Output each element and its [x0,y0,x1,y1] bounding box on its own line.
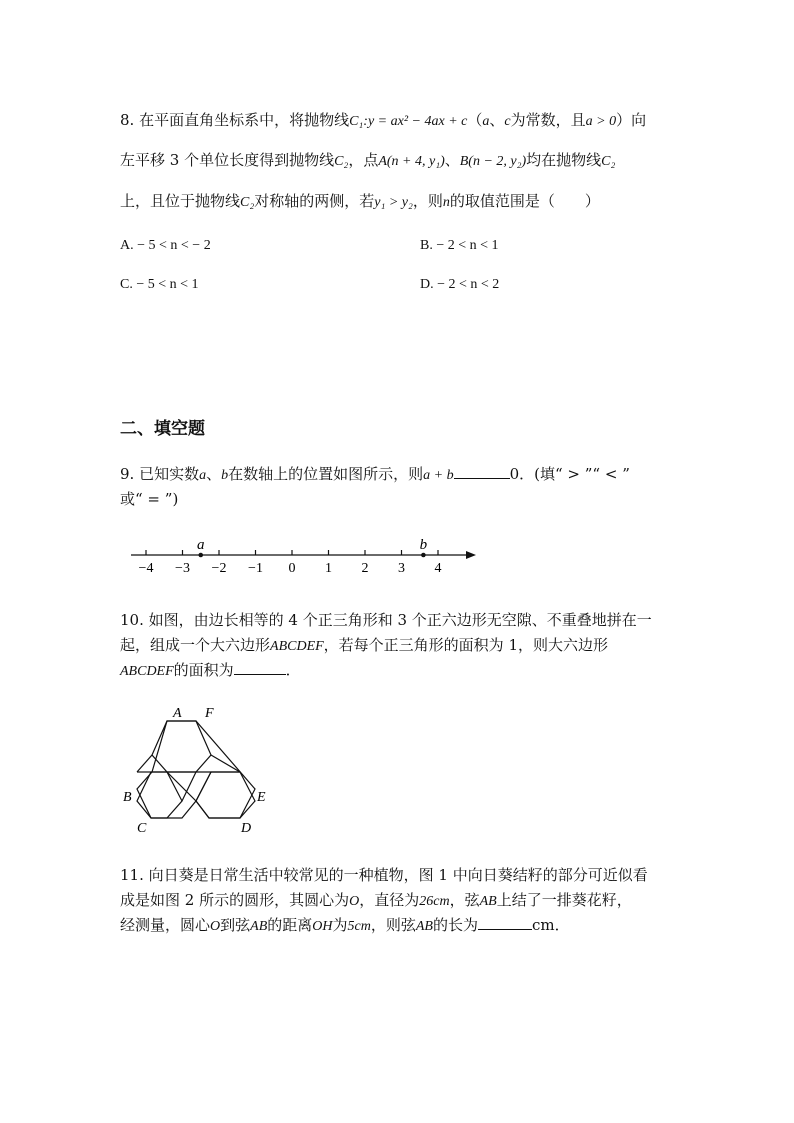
q8-line-3 [120,190,600,211]
q8-inequality: y₁ > y₂ [374,195,413,210]
number-line-tick-label: 4 [434,561,442,576]
label-f: F [205,706,214,721]
q11-chord-ab: AB [415,919,433,934]
q8-formula-c1: C₁:y = ax² − 4ax + c [349,114,468,129]
point-b-label: b [419,537,428,553]
q10-text: ，若每个正三角形的面积为 1，则大六边形 [323,636,608,654]
q11-text: ，弦 [449,891,480,909]
label-a: A [173,706,182,721]
q10-hexagon-name: ABCDEF [270,639,324,654]
q11-line-2 [120,889,632,910]
q8-line-2 [120,149,615,170]
label-b: B [123,790,132,805]
q8-text: ，点 [348,151,379,169]
number-line-tick-label: −2 [211,561,227,576]
q8-text: 的取值范围是（ ） [449,192,600,210]
q9-text: 0．(填“ > ”“ < ” [509,465,630,483]
q11-text: 经测量，圆心 [120,916,211,934]
q9-text: 在数轴上的位置如图所示，则 [228,465,424,483]
q11-answer-blank[interactable] [478,915,532,930]
number-line-tick-label: −1 [248,561,263,576]
q11-text: 的长为 [432,916,478,934]
q10-line-1: 10. 如图，由边长相等的 4 个正三角形和 3 个正六边形无空隙、不重叠地拼在一 [120,611,652,629]
label-e: E [257,790,266,805]
q8-text: ）向 [616,111,647,129]
q9-line-1 [120,463,630,484]
q8-option-c[interactable]: C. − 5 < n < 1 [120,277,199,292]
triangle-edge [211,755,240,772]
q8-option-d[interactable]: D. − 2 < n < 2 [420,277,500,292]
q11-text: 到弦 [220,916,251,934]
q8-condition: a > 0 [585,114,617,129]
q10-text: 的面积为 [173,661,234,679]
q8-var-c: c [504,114,511,129]
triangle-edge [196,772,211,801]
q11-text: 为 [332,916,348,934]
q8-text: 、 [444,151,460,169]
q8-c2: C₂ [334,154,349,169]
q11-text: 的距离 [267,916,313,934]
triangle-edge [167,772,196,801]
q9-text: 9. 已知实数 [120,465,200,483]
q10-hexagon-name: ABCDEF [120,664,174,679]
hexagon-figure [115,700,275,840]
q11-chord-ab: AB [479,894,497,909]
q8-text: 对称轴的两侧，若 [254,192,375,210]
q8-text: 均在抛物线 [526,151,602,169]
q11-text: 成是如图 2 所示的圆形，其圆心为 [120,891,350,909]
q11-center-o: O [349,894,360,909]
hexagon-left [137,772,182,818]
q8-text: ，则 [412,192,443,210]
number-line-figure [128,536,488,576]
q8-text: 8. 在平面直角坐标系中，将抛物线 [120,111,350,129]
q8-var-n: n [442,195,450,210]
number-line-tick-label: −3 [175,561,190,576]
triangle-edge [137,755,152,772]
q10-text: ． [285,661,301,679]
q9-text: 、 [206,465,222,483]
q10-line-2 [120,634,608,655]
triangle-edge [182,772,196,801]
q8-c2: C₂ [240,195,255,210]
point-a [198,553,203,558]
point-b [421,553,426,558]
q9-var-a: a [199,468,207,483]
number-line-tick-label: 3 [398,561,405,576]
q9-line-2: 或“ = ”) [120,490,179,508]
number-line-tick-label: 2 [361,561,369,576]
q11-chord-ab: AB [250,919,268,934]
q8-line-1 [120,109,646,130]
q11-distance-oh: OH [312,919,333,934]
q11-center-o: O [210,919,221,934]
q8-point-a: A(n + 4, y₁) [378,154,445,169]
label-d: D [241,821,252,836]
q9-expr: a + b [423,468,454,483]
q10-answer-blank[interactable] [234,660,286,675]
section-title: 二、填空题 [120,419,205,439]
q11-text: cm． [532,916,570,934]
big-hexagon-outline [137,721,255,818]
q10-text: 起，组成一个大六边形 [120,636,271,654]
q8-text: 左平移 3 个单位长度得到抛物线 [120,151,335,169]
q9-answer-blank[interactable] [454,464,510,479]
number-line-tick-label: −4 [138,561,154,576]
q8-text: （ [467,111,483,129]
q8-var-a: a [482,114,490,129]
q11-text: ，直径为 [359,891,420,909]
number-line-arrow [466,551,476,559]
q8-point-b: B(n − 2, y₂) [459,154,527,169]
q11-distance-value: 5cm [347,919,371,934]
number-line-tick-label: 1 [325,561,332,576]
q8-text: 、 [489,111,505,129]
q11-text: ，则弦 [370,916,416,934]
q8-text: 为常数，且 [510,111,586,129]
q8-option-b[interactable]: B. − 2 < n < 1 [420,238,499,253]
q11-text: 上结了一排葵花籽， [496,891,632,909]
q11-line-3 [120,914,570,935]
q8-c2: C₂ [601,154,616,169]
q9-var-b: b [221,468,229,483]
q10-line-3 [120,659,301,680]
point-a-label: a [197,537,205,553]
q8-option-a[interactable]: A. − 5 < n < − 2 [120,238,211,253]
label-c: C [137,821,147,836]
q11-diameter: 26cm [419,894,450,909]
number-line-tick-label: 0 [288,561,296,576]
q11-line-1: 11. 向日葵是日常生活中较常见的一种植物，图 1 中向日葵结籽的部分可近似看 [120,866,648,884]
q8-text: 上，且位于抛物线 [120,192,241,210]
